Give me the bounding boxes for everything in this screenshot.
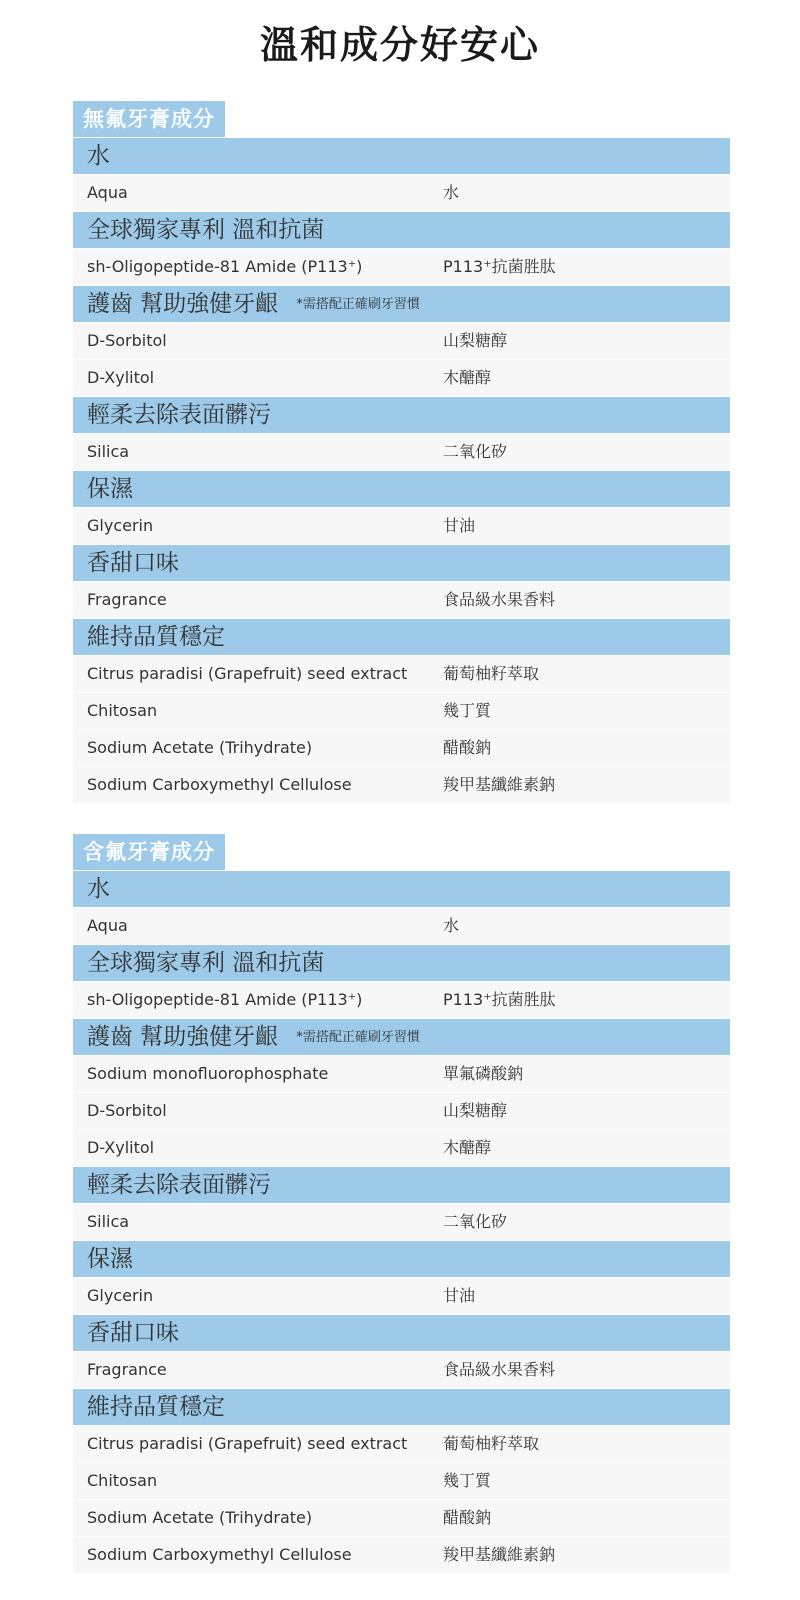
group-header xyxy=(73,619,730,655)
group-title: 水 xyxy=(87,143,110,169)
ingredient-name-en: Glycerin xyxy=(87,1286,154,1305)
ingredient-name-en: Aqua xyxy=(87,916,128,935)
ingredient-name-en: Sodium Carboxymethyl Cellulose xyxy=(87,1545,352,1564)
ingredient-row xyxy=(73,175,730,211)
group-header xyxy=(73,545,730,581)
ingredient-name-en: Silica xyxy=(87,442,130,461)
group-header xyxy=(73,397,730,433)
group-header xyxy=(73,471,730,507)
ingredient-name-zh: 二氧化矽 xyxy=(443,1212,508,1231)
ingredient-name-zh: 山梨糖醇 xyxy=(443,1101,508,1120)
group-title: 保濕 xyxy=(87,1246,133,1272)
group-header xyxy=(73,1019,730,1055)
ingredient-name-en: Fragrance xyxy=(87,1360,167,1379)
ingredient-row xyxy=(73,1278,730,1314)
group-header xyxy=(73,945,730,981)
ingredient-name-zh: 幾丁質 xyxy=(443,1471,492,1490)
ingredient-name-en: D-Xylitol xyxy=(87,368,155,387)
ingredient-name-en: Sodium Carboxymethyl Cellulose xyxy=(87,775,352,794)
ingredient-name-zh: 木醣醇 xyxy=(443,368,492,387)
ingredient-name-en: sh-Oligopeptide-81 Amide (P113⁺) xyxy=(87,257,363,276)
page-title: 溫和成分好安心 xyxy=(259,23,540,67)
ingredient-name-zh: 羧甲基纖維素鈉 xyxy=(443,775,556,794)
ingredient-name-zh: P113⁺抗菌胜肽 xyxy=(443,990,556,1009)
ingredient-row xyxy=(73,1130,730,1166)
ingredient-name-en: Sodium monofluorophosphate xyxy=(87,1064,329,1083)
ingredient-name-en: D-Sorbitol xyxy=(87,331,167,350)
ingredient-name-en: D-Sorbitol xyxy=(87,1101,167,1120)
group-title: 維持品質穩定 xyxy=(87,1394,225,1420)
ingredient-row xyxy=(73,1537,730,1573)
ingredient-name-en: Citrus paradisi (Grapefruit) seed extract xyxy=(87,664,408,683)
group-header xyxy=(73,1315,730,1351)
group-title: 保濕 xyxy=(87,476,133,502)
ingredient-name-en: Citrus paradisi (Grapefruit) seed extract xyxy=(87,1434,408,1453)
group-title: 香甜口味 xyxy=(87,550,179,576)
ingredient-name-zh: 葡萄柚籽萃取 xyxy=(443,664,540,683)
group-title: 全球獨家專利 溫和抗菌 xyxy=(87,950,325,976)
group-header xyxy=(73,212,730,248)
ingredient-name-zh: 食品級水果香料 xyxy=(443,590,556,609)
ingredient-row xyxy=(73,730,730,766)
ingredient-name-zh: 水 xyxy=(443,183,460,202)
ingredient-row xyxy=(73,1352,730,1388)
ingredient-row xyxy=(73,656,730,692)
ingredient-groups xyxy=(73,871,730,1573)
ingredient-row xyxy=(73,767,730,803)
ingredient-row xyxy=(73,693,730,729)
group-title: 全球獨家專利 溫和抗菌 xyxy=(87,217,325,243)
fluoride-free-ingredients-section xyxy=(73,101,730,803)
ingredient-name-zh: 單氟磷酸鈉 xyxy=(443,1064,524,1083)
ingredient-name-en: Silica xyxy=(87,1212,130,1231)
group-header xyxy=(73,1241,730,1277)
ingredient-name-zh: 醋酸鈉 xyxy=(443,738,492,757)
ingredient-name-en: Fragrance xyxy=(87,590,167,609)
ingredient-name-zh: 食品級水果香料 xyxy=(443,1360,556,1379)
ingredient-name-zh: 水 xyxy=(443,916,460,935)
ingredient-row xyxy=(73,434,730,470)
ingredient-name-zh: P113⁺抗菌胜肽 xyxy=(443,257,556,276)
ingredient-row xyxy=(73,908,730,944)
ingredient-row xyxy=(73,1500,730,1536)
group-title: 水 xyxy=(87,876,110,902)
group-header xyxy=(73,138,730,174)
ingredient-name-en: Chitosan xyxy=(87,701,158,720)
group-header xyxy=(73,871,730,907)
ingredient-name-zh: 二氧化矽 xyxy=(443,442,508,461)
ingredient-name-zh: 山梨糖醇 xyxy=(443,331,508,350)
group-title: 輕柔去除表面髒污 xyxy=(87,402,271,428)
ingredient-row xyxy=(73,1093,730,1129)
ingredient-row xyxy=(73,1056,730,1092)
group-note: *需搭配正確刷牙習慣 xyxy=(296,1029,420,1045)
ingredient-name-en: Sodium Acetate (Trihydrate) xyxy=(87,1508,313,1527)
ingredient-name-en: sh-Oligopeptide-81 Amide (P113⁺) xyxy=(87,990,363,1009)
ingredient-name-zh: 木醣醇 xyxy=(443,1138,492,1157)
section-tab: 無氟牙膏成分 xyxy=(73,101,225,137)
group-header xyxy=(73,286,730,322)
group-title: 維持品質穩定 xyxy=(87,624,225,650)
fluoride-ingredients-section xyxy=(73,834,730,1573)
ingredient-row xyxy=(73,249,730,285)
ingredient-name-en: Aqua xyxy=(87,183,128,202)
ingredient-name-zh: 醋酸鈉 xyxy=(443,1508,492,1527)
ingredient-name-zh: 葡萄柚籽萃取 xyxy=(443,1434,540,1453)
ingredient-row xyxy=(73,323,730,359)
section-tab: 含氟牙膏成分 xyxy=(73,834,225,870)
group-title: 輕柔去除表面髒污 xyxy=(87,1172,271,1198)
ingredient-row xyxy=(73,1204,730,1240)
ingredient-row xyxy=(73,982,730,1018)
ingredient-name-en: Chitosan xyxy=(87,1471,158,1490)
ingredient-row xyxy=(73,1426,730,1462)
ingredient-row xyxy=(73,1463,730,1499)
ingredient-name-en: D-Xylitol xyxy=(87,1138,155,1157)
ingredient-name-zh: 幾丁質 xyxy=(443,701,492,720)
group-title: 護齒 幫助強健牙齦 xyxy=(87,291,279,317)
ingredient-name-zh: 甘油 xyxy=(443,1286,476,1305)
group-title: 香甜口味 xyxy=(87,1320,179,1346)
group-header xyxy=(73,1389,730,1425)
group-note: *需搭配正確刷牙習慣 xyxy=(296,296,420,312)
ingredient-name-en: Sodium Acetate (Trihydrate) xyxy=(87,738,313,757)
ingredient-name-zh: 甘油 xyxy=(443,516,476,535)
group-header xyxy=(73,1167,730,1203)
ingredient-row xyxy=(73,508,730,544)
ingredient-name-en: Glycerin xyxy=(87,516,154,535)
ingredient-row xyxy=(73,360,730,396)
ingredient-groups xyxy=(73,138,730,803)
group-title: 護齒 幫助強健牙齦 xyxy=(87,1024,279,1050)
ingredient-name-zh: 羧甲基纖維素鈉 xyxy=(443,1545,556,1564)
ingredient-row xyxy=(73,582,730,618)
